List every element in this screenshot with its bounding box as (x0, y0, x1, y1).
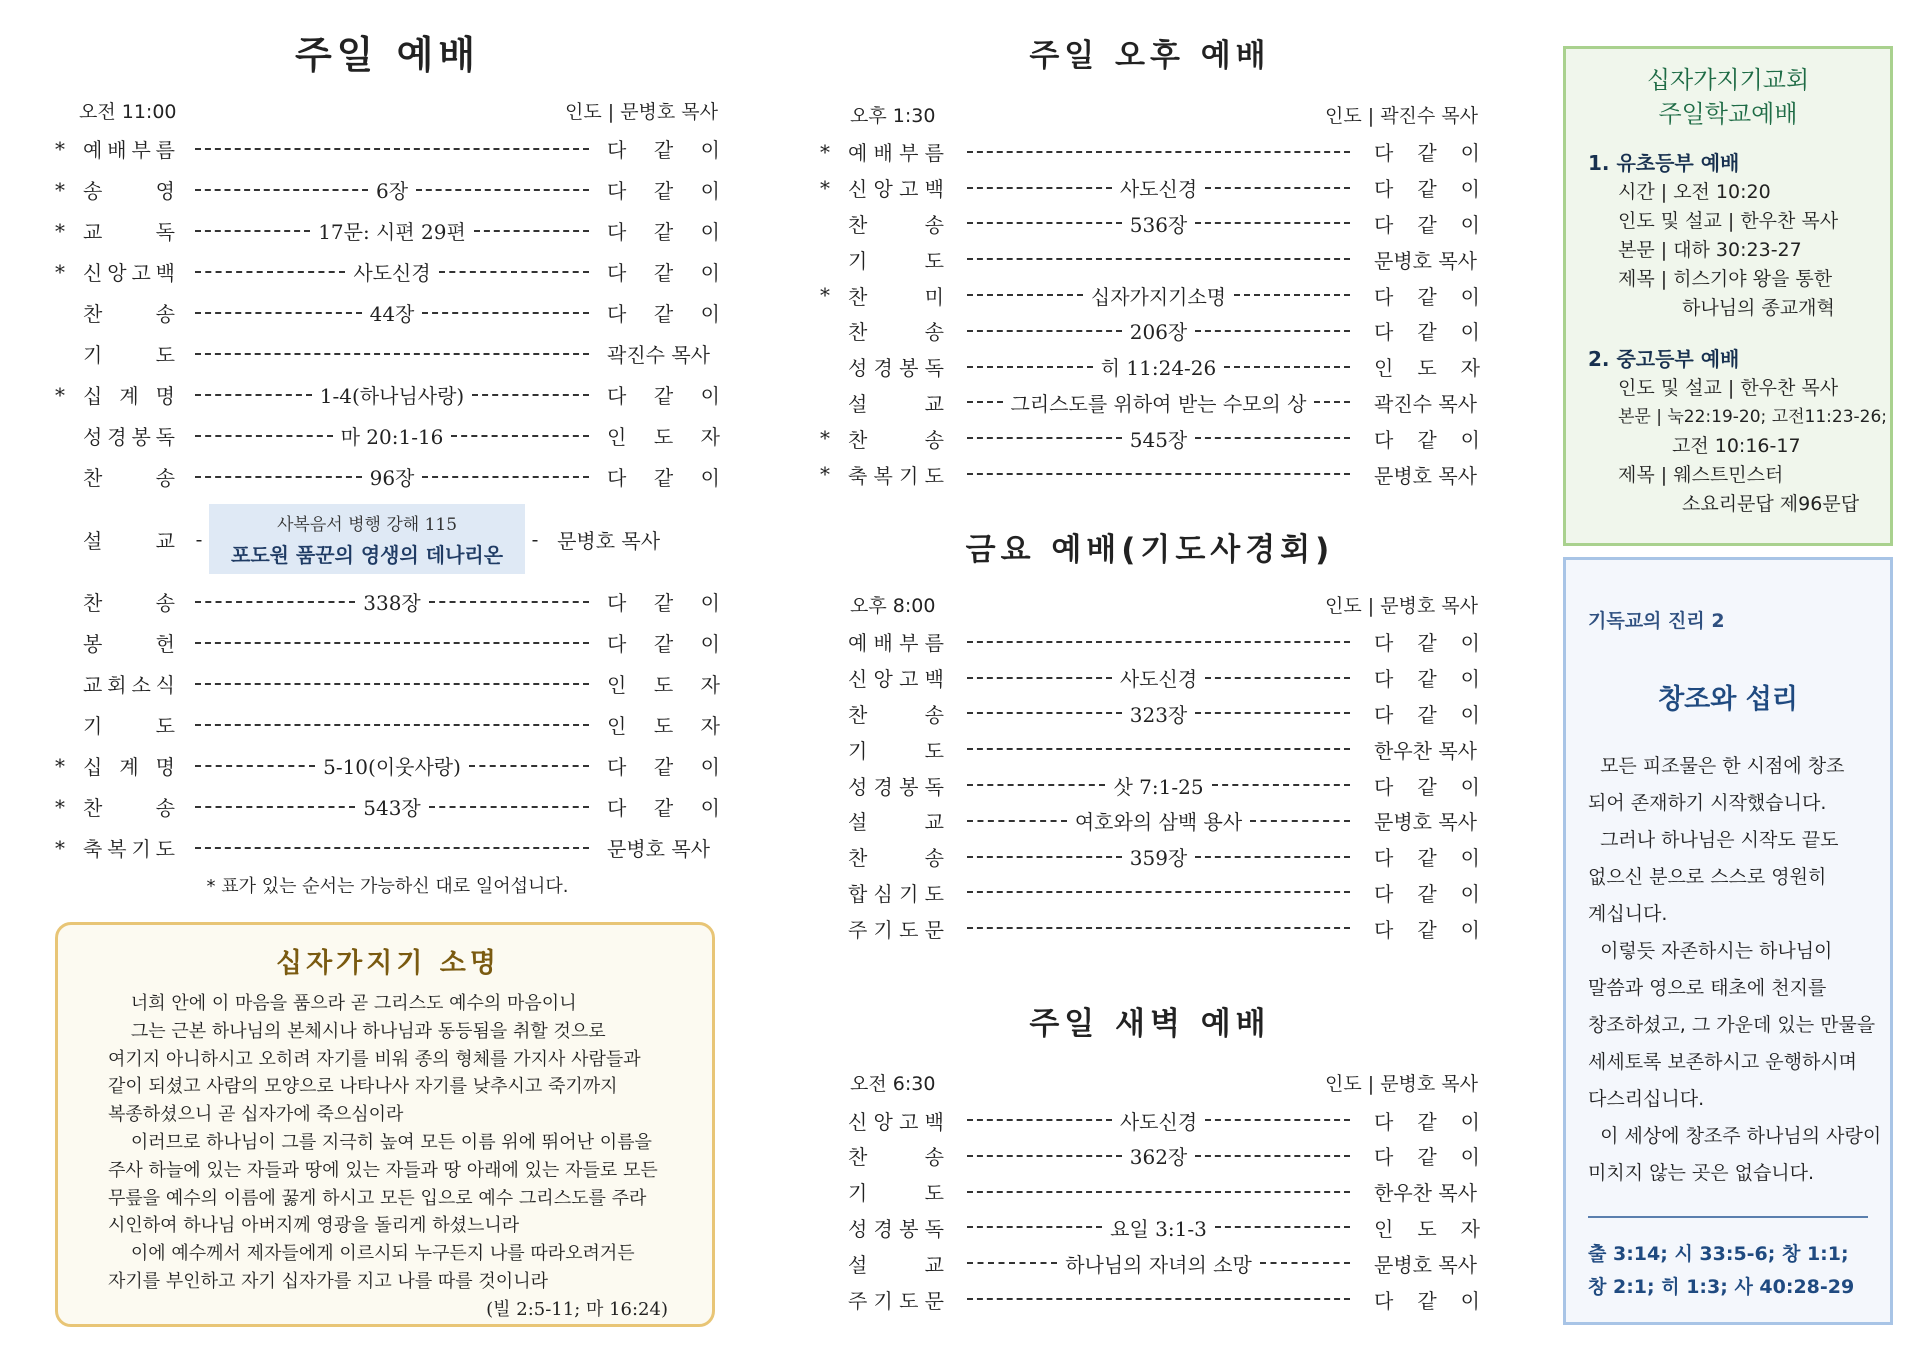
sermon-series: 사복음서 병행 강해 115 (277, 515, 458, 535)
order-star: * (55, 218, 65, 243)
order-responsible: 다 같 이 (1374, 881, 1480, 906)
order-item (55, 210, 720, 251)
order-detail-text: 삿 7:1-25 (1113, 774, 1204, 799)
order-item (820, 731, 1480, 767)
calling-line: 그는 근본 하나님의 본체시나 하나님과 동등됨을 취할 것으로 (108, 1020, 606, 1042)
order-detail (967, 806, 1350, 835)
order-detail-text: 545장 (1129, 427, 1188, 452)
order-star: * (55, 259, 65, 284)
afternoon-worship-time: 오후 1:30 (850, 105, 936, 127)
order-detail (195, 792, 589, 821)
order-name: 설 교 (848, 810, 944, 835)
order-name: 예 배 부 름 (83, 138, 175, 162)
order-name: 성 경 봉 독 (848, 356, 944, 381)
divider (1588, 1216, 1868, 1218)
order-detail (967, 641, 1350, 643)
order-responsible: 다 같 이 (1374, 667, 1480, 692)
order-responsible: 다 같 이 (1374, 774, 1480, 799)
order-detail (195, 847, 589, 849)
order-detail (967, 281, 1350, 310)
order-detail (967, 1249, 1350, 1278)
order-detail (195, 216, 589, 245)
order-name: 십 계 명 (83, 755, 175, 779)
order-detail (967, 173, 1350, 202)
order-name: 찬 송 (848, 320, 944, 345)
truth-line: 세세토록 보존하시고 운행하시며 (1588, 1051, 1858, 1073)
order-item (820, 767, 1480, 803)
order-star: * (55, 794, 65, 819)
dawn-worship-title: 주일 새벽 예배 (1029, 1006, 1271, 1043)
order-item (820, 349, 1480, 385)
order-detail (195, 724, 589, 726)
order-responsible: 인 도 자 (607, 673, 720, 697)
order-item (55, 704, 720, 745)
dept2-heading: 2. 중고등부 예배 (1588, 347, 1740, 371)
order-star: * (820, 175, 830, 200)
order-item (55, 333, 720, 374)
order-name: 성 경 봉 독 (848, 774, 944, 799)
order-name: 축 복 기 도 (83, 837, 175, 861)
order-name: 찬 송 (83, 302, 175, 326)
order-detail (195, 175, 589, 204)
order-item (820, 660, 1480, 696)
order-responsible: 다 같 이 (607, 138, 720, 162)
order-responsible: 다 같 이 (1374, 427, 1480, 452)
order-item (55, 786, 720, 827)
weekly-services-column (820, 30, 1480, 1317)
sermon-box (209, 504, 525, 574)
calling-line: 무릎을 예수의 이름에 꿇게 하시고 모든 입으로 예수 그리스도를 주라 (108, 1187, 647, 1209)
order-name: 찬 송 (83, 796, 175, 820)
order-detail (195, 257, 589, 286)
sunday-worship-leader: 인도 | 문병호 목사 (565, 101, 718, 123)
order-name: 찬 송 (848, 702, 944, 727)
truth-refs-line: 출 3:14; 시 33:5-6; 창 1:1; (1588, 1243, 1849, 1265)
sunday-worship-title: 주일 예배 (294, 33, 481, 77)
calling-line: 복종하셨으니 곧 십자가에 죽으심이라 (108, 1104, 404, 1126)
dept1-line: 시간 | 오전 10:20 (1618, 181, 1771, 203)
dept1-line: 본문 | 대하 30:23-27 (1618, 239, 1802, 261)
order-star: * (820, 283, 830, 308)
order-name: 주 기 도 문 (848, 1288, 944, 1313)
order-responsible: 다 같 이 (607, 796, 720, 820)
afternoon-worship-title: 주일 오후 예배 (1029, 38, 1271, 74)
order-item (820, 277, 1480, 313)
order-detail (195, 587, 589, 616)
order-item (820, 385, 1480, 421)
order-detail-text: 536장 (1129, 212, 1188, 237)
order-name: 예 배 부 름 (848, 141, 944, 166)
order-dash: - (531, 527, 539, 551)
order-name: 성 경 봉 독 (848, 1216, 944, 1241)
order-name: 찬 송 (848, 1145, 944, 1170)
order-responsible: 문병호 목사 (607, 837, 710, 861)
order-detail-text: 323장 (1129, 702, 1188, 727)
order-detail-text: 359장 (1129, 846, 1188, 871)
truth-text (1588, 748, 1882, 1192)
dawn-worship-meta (820, 1069, 1480, 1096)
truth-line: 되어 존재하기 시작했습니다. (1588, 792, 1827, 814)
order-name: 기 도 (83, 714, 175, 738)
order-item (820, 624, 1480, 660)
order-name: 기 도 (848, 738, 944, 763)
dept1-line: 인도 및 설교 | 한우찬 목사 (1618, 210, 1839, 232)
order-detail (967, 424, 1350, 453)
order-name: 교 독 (83, 220, 175, 244)
order-detail (195, 148, 589, 150)
order-detail (967, 388, 1350, 417)
order-detail-text: 206장 (1129, 320, 1188, 345)
order-detail (967, 891, 1350, 893)
order-item (55, 663, 720, 704)
order-name: 설 교 (83, 528, 175, 553)
order-item (820, 134, 1480, 170)
truth-line: 이렇듯 자존하시는 하나님이 (1588, 940, 1833, 962)
order-detail-text: 그리스도를 위하여 받는 수모의 상 (1010, 391, 1307, 416)
order-item (820, 420, 1480, 456)
order-item (55, 292, 720, 333)
order-responsible: 다 같 이 (1374, 177, 1480, 202)
order-item (55, 581, 720, 622)
order-detail (967, 699, 1350, 728)
truth-title: 창조와 섭리 (1658, 684, 1798, 715)
order-responsible: 다 같 이 (1374, 917, 1480, 942)
order-detail (195, 462, 589, 491)
order-star: * (55, 753, 65, 778)
order-item (820, 839, 1480, 875)
order-name: 성 경 봉 독 (83, 425, 175, 449)
order-item (820, 803, 1480, 839)
order-name: 신 앙 고 백 (83, 261, 175, 285)
dawn-worship-order (820, 1102, 1480, 1317)
calling-title: 십자가지기 소명 (276, 948, 500, 979)
order-item (820, 1102, 1480, 1138)
sunday-worship-order (55, 128, 720, 497)
calling-line: 시인하여 하나님 아버지께 영광을 돌리게 하셨느니라 (108, 1215, 520, 1237)
afternoon-worship-leader: 인도 | 곽진수 목사 (1325, 105, 1478, 127)
order-detail (967, 316, 1350, 345)
truth-line: 창조하셨고, 그 가운데 있는 만물을 (1588, 1014, 1876, 1036)
order-responsible: 다 같 이 (1374, 284, 1480, 309)
order-item (55, 827, 720, 868)
order-name: 설 교 (848, 1252, 944, 1277)
truth-line: 다스리십니다. (1588, 1088, 1705, 1110)
order-detail-text: 사도신경 (1119, 1109, 1198, 1134)
truth-line: 말씀과 영으로 태초에 천지를 (1588, 977, 1827, 999)
dawn-worship-leader: 인도 | 문병호 목사 (1325, 1073, 1478, 1096)
order-responsible: 곽진수 목사 (607, 343, 710, 367)
order-detail-text: 사도신경 (1119, 177, 1198, 202)
friday-worship-title: 금요 예배(기도사경회) (965, 531, 1335, 568)
order-responsible: 다 같 이 (1374, 702, 1480, 727)
order-item (820, 456, 1480, 492)
order-name: 주 기 도 문 (848, 917, 944, 942)
order-name: 십 계 명 (83, 384, 175, 408)
dawn-worship-time: 오전 6:30 (850, 1073, 936, 1096)
order-item (820, 1138, 1480, 1174)
order-name: 찬 미 (848, 284, 944, 309)
order-detail (195, 380, 589, 409)
order-detail-text: 여호와의 삼백 용사 (1074, 810, 1243, 835)
sunday-worship-section (55, 24, 720, 898)
order-responsible: 인 도 자 (1374, 356, 1480, 381)
order-item (820, 696, 1480, 732)
order-detail-text: 사도신경 (353, 261, 431, 285)
truth-line: 없으신 분으로 스스로 영원히 (1588, 866, 1827, 888)
order-item (820, 910, 1480, 946)
order-detail-text: 338장 (363, 591, 421, 615)
order-name: 합 심 기 도 (848, 881, 944, 906)
order-detail-text: 17문: 시편 29편 (318, 220, 466, 244)
truth-line: 미치지 않는 곳은 없습니다. (1588, 1162, 1815, 1184)
order-item (820, 1245, 1480, 1281)
order-name: 축 복 기 도 (848, 463, 944, 488)
order-responsible: 다 같 이 (607, 466, 720, 490)
order-responsible: 다 같 이 (1374, 1145, 1480, 1170)
sunday-worship-meta (55, 97, 720, 124)
calling-line: 너희 안에 이 마음을 품으라 곧 그리스도 예수의 마음이니 (108, 993, 577, 1014)
order-detail-text: 543장 (363, 796, 421, 820)
calling-line: 이에 예수께서 제자들에게 이르시되 누구든지 나를 따라오려거든 (108, 1243, 635, 1265)
order-star: * (55, 382, 65, 407)
order-name: 교 회 소 식 (83, 673, 175, 697)
order-name: 찬 송 (848, 212, 944, 237)
order-star: * (55, 136, 65, 161)
order-responsible: 다 같 이 (1374, 141, 1480, 166)
order-detail-text: 1-4(하나님사랑) (319, 384, 465, 408)
order-item (820, 241, 1480, 277)
dept2-line: 고전 10:16-17 (1672, 435, 1801, 457)
order-responsible: 다 같 이 (607, 632, 720, 656)
truth-line: 모든 피조물은 한 시점에 창조 (1588, 755, 1845, 777)
order-responsible: 다 같 이 (607, 591, 720, 615)
order-name: 송 영 (83, 179, 175, 203)
sermon-row (55, 497, 720, 581)
order-item (820, 170, 1480, 206)
truth-line: 계십니다. (1588, 903, 1668, 925)
church-name: 십자가지기교회 (1646, 66, 1810, 94)
order-item (820, 1210, 1480, 1246)
order-name: 기 도 (848, 1181, 944, 1206)
order-name: 신 앙 고 백 (848, 667, 944, 692)
dept2-line: 본문 | 눅22:19-20; 고전11:23-26; (1618, 407, 1888, 427)
order-star: * (55, 835, 65, 860)
order-detail-text: 마 20:1-16 (340, 425, 444, 449)
order-name: 예 배 부 름 (848, 631, 944, 656)
sunday-school-subtitle: 주일학교예배 (1658, 100, 1798, 128)
order-detail (195, 421, 589, 450)
order-detail (967, 1213, 1350, 1242)
order-responsible: 문병호 목사 (557, 528, 661, 553)
order-responsible: 다 같 이 (607, 220, 720, 244)
order-name: 설 교 (848, 391, 944, 416)
order-detail (195, 298, 589, 327)
order-responsible: 인 도 자 (607, 425, 720, 449)
order-detail-text: 히 11:24-26 (1100, 356, 1217, 381)
order-detail-text: 362장 (1129, 1145, 1188, 1170)
dept2-line: 소요리문답 제96문답 (1682, 493, 1860, 515)
order-item (55, 374, 720, 415)
order-star: * (820, 139, 830, 164)
order-responsible: 문병호 목사 (1374, 1252, 1477, 1277)
friday-worship-order (820, 624, 1480, 946)
truth-box (1563, 557, 1893, 1325)
order-star: * (55, 177, 65, 202)
order-detail (195, 353, 589, 355)
order-item (820, 1174, 1480, 1210)
friday-worship-leader: 인도 | 문병호 목사 (1325, 594, 1478, 617)
order-name: 찬 송 (83, 466, 175, 490)
order-detail (195, 642, 589, 644)
order-detail (967, 771, 1350, 800)
order-name: 신 앙 고 백 (848, 1109, 944, 1134)
order-dash: - (195, 527, 203, 551)
order-detail (967, 842, 1350, 871)
order-responsible: 곽진수 목사 (1374, 391, 1477, 416)
calling-line: 여기지 아니하시고 오히려 자기를 비워 종의 형체를 가지사 사람들과 (108, 1048, 641, 1070)
truth-series: 기독교의 진리 2 (1588, 610, 1725, 632)
order-responsible: 문병호 목사 (1374, 810, 1477, 835)
order-responsible: 한우찬 목사 (1374, 738, 1477, 763)
order-item (820, 313, 1480, 349)
order-detail (967, 258, 1350, 260)
order-item (820, 1281, 1480, 1317)
sunday-school-box (1563, 46, 1893, 546)
order-detail-text: 44장 (369, 302, 415, 326)
afternoon-worship-meta (820, 101, 1480, 128)
order-item (55, 128, 720, 169)
order-responsible: 다 같 이 (1374, 320, 1480, 345)
order-responsible: 인 도 자 (607, 714, 720, 738)
order-detail-text: 십자가지기소명 (1090, 284, 1227, 309)
dept1-heading: 1. 유초등부 예배 (1588, 151, 1740, 175)
order-detail (967, 1106, 1350, 1135)
order-name: 봉 헌 (83, 632, 175, 656)
afternoon-worship-order (820, 134, 1480, 492)
dept2-line: 인도 및 설교 | 한우찬 목사 (1618, 377, 1839, 399)
order-responsible: 다 같 이 (607, 302, 720, 326)
calling-line: 자기를 부인하고 자기 십자가를 지고 나를 따를 것이니라 (108, 1270, 548, 1292)
sunday-worship-time: 오전 11:00 (79, 101, 177, 123)
order-item (820, 875, 1480, 911)
order-responsible: 문병호 목사 (1374, 463, 1477, 488)
order-name: 기 도 (848, 248, 944, 273)
calling-line: 이러므로 하나님이 그를 지극히 높여 모든 이름 위에 뛰어난 이름을 (108, 1131, 652, 1153)
order-detail (967, 1141, 1350, 1170)
order-responsible: 한우찬 목사 (1374, 1181, 1477, 1206)
truth-refs-line: 창 2:1; 히 1:3; 사 40:28-29 (1588, 1276, 1855, 1298)
order-name: 기 도 (83, 343, 175, 367)
order-detail-text: 하나님의 자녀의 소망 (1065, 1252, 1252, 1277)
order-detail (967, 151, 1350, 153)
order-detail (195, 683, 589, 685)
order-responsible: 다 같 이 (1374, 212, 1480, 237)
order-star: * (820, 426, 830, 451)
order-detail (967, 663, 1350, 692)
order-item (55, 456, 720, 497)
order-detail-text: 사도신경 (1119, 667, 1198, 692)
order-detail (967, 209, 1350, 238)
truth-references (1588, 1238, 1868, 1304)
dept1-line: 제목 | 히스기야 왕을 통한 (1618, 268, 1833, 290)
order-responsible: 다 같 이 (607, 179, 720, 203)
order-detail-text: 5-10(이웃사랑) (323, 755, 461, 779)
order-detail-text: 96장 (369, 466, 415, 490)
order-detail (195, 751, 589, 780)
order-star: * (820, 462, 830, 487)
sunday-worship-order-continued (55, 581, 720, 868)
order-name: 찬 송 (83, 591, 175, 615)
dept1-line: 하나님의 종교개혁 (1682, 297, 1835, 319)
order-name: 찬 송 (848, 846, 944, 871)
order-name: 신 앙 고 백 (848, 177, 944, 202)
order-detail (967, 1191, 1350, 1193)
sermon-title: 포도원 품꾼의 영생의 데나리온 (231, 543, 504, 567)
order-item (55, 745, 720, 786)
friday-worship-time: 오후 8:00 (850, 594, 936, 617)
calling-line: 같이 되셨고 사람의 모양으로 나타나사 자기를 낮추시고 죽기까지 (108, 1076, 618, 1098)
order-item (55, 415, 720, 456)
order-detail (967, 352, 1350, 381)
dept2-line: 제목 | 웨스트민스터 (1618, 464, 1784, 486)
calling-text (108, 990, 668, 1296)
order-responsible: 다 같 이 (607, 261, 720, 285)
order-name: 찬 송 (848, 427, 944, 452)
order-responsible: 문병호 목사 (1374, 248, 1477, 273)
order-detail (967, 473, 1350, 475)
order-responsible: 다 같 이 (1374, 846, 1480, 871)
standing-note: * 표가 있는 순서는 가능하신 대로 일어섭니다. (206, 876, 569, 897)
order-detail (967, 927, 1350, 929)
order-responsible: 다 같 이 (1374, 1109, 1480, 1134)
order-detail (967, 1298, 1350, 1300)
calling-line: 주사 하늘에 있는 자들과 땅에 있는 자들과 땅 아래에 있는 자들로 모든 (108, 1159, 658, 1181)
order-responsible: 다 같 이 (1374, 1288, 1480, 1313)
order-item (820, 206, 1480, 242)
truth-line: 이 세상에 창조주 하나님의 사랑이 (1588, 1125, 1882, 1147)
order-responsible: 다 같 이 (1374, 631, 1480, 656)
order-item (55, 251, 720, 292)
calling-box (55, 922, 715, 1327)
order-detail (967, 748, 1350, 750)
order-item (55, 169, 720, 210)
order-detail-text: 요일 3:1-3 (1110, 1216, 1207, 1241)
order-responsible: 다 같 이 (607, 755, 720, 779)
calling-reference: (빌 2:5-11; 마 16:24) (486, 1298, 668, 1320)
sunday-school-title (1588, 63, 1868, 131)
order-responsible: 다 같 이 (607, 384, 720, 408)
order-detail-text: 6장 (375, 179, 409, 203)
order-responsible: 인 도 자 (1374, 1216, 1480, 1241)
order-item (55, 622, 720, 663)
friday-worship-meta (820, 591, 1480, 618)
truth-line: 그러나 하나님은 시작도 끝도 (1588, 829, 1839, 851)
